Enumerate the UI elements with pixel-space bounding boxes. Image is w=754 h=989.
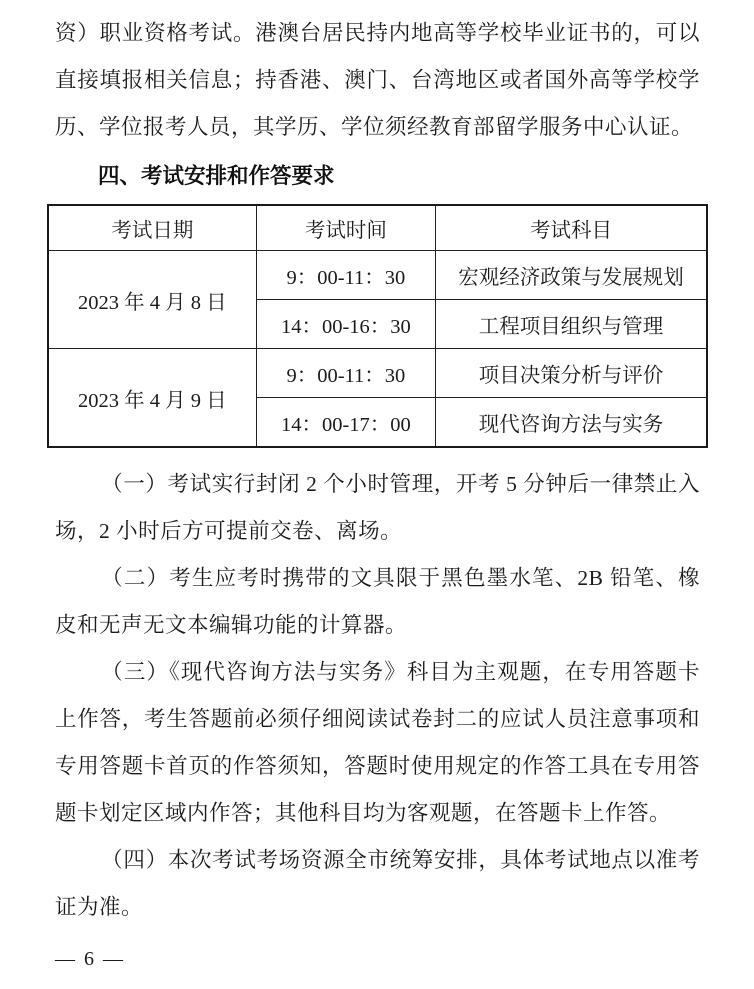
exam-time-cell: 14：00-17：00 xyxy=(256,398,435,448)
paragraph-rule-3: （三）《现代咨询方法与实务》科目为主观题，在专用答题卡上作答，考生答题前必须仔细阅读试卷封二的应试人员注意事项和专用答题卡首页的作答须知，答题时使用规定的作答工具在专用答题卡划定区域内作答；其他科目均为客观题，在答题卡上作答。 xyxy=(55,660,700,825)
table-row xyxy=(48,251,707,300)
paragraph-rule-2: （二）考生应考时携带的文具限于黑色墨水笔、2B 铅笔、橡皮和无声无文本编辑功能的计算器。 xyxy=(55,566,700,637)
exam-time-cell: 9：00-11：30 xyxy=(256,349,435,398)
exam-subject-cell: 现代咨询方法与实务 xyxy=(436,398,707,448)
exam-time-cell: 9：00-11：30 xyxy=(256,251,435,300)
page-number: — 6 — xyxy=(55,948,125,970)
table-header-row xyxy=(48,205,707,251)
table-row xyxy=(48,349,707,398)
exam-schedule-table xyxy=(47,204,708,448)
exam-subject-cell: 工程项目组织与管理 xyxy=(436,300,707,349)
section-heading: 四、考试安排和作答要求 xyxy=(98,164,335,188)
header-exam-subject: 考试科目 xyxy=(436,205,707,251)
header-exam-date: 考试日期 xyxy=(48,205,256,251)
paragraph-rule-1: （一）考试实行封闭 2 个小时管理，开考 5 分钟后一律禁止入场，2 小时后方可提前交卷、离场。 xyxy=(55,472,700,543)
exam-time-cell: 14：00-16：30 xyxy=(256,300,435,349)
header-exam-time: 考试时间 xyxy=(256,205,435,251)
exam-date-cell: 2023 年 4 月 9 日 xyxy=(48,349,256,448)
paragraph-rule-4: （四）本次考试考场资源全市统筹安排，具体考试地点以准考证为准。 xyxy=(55,848,700,919)
exam-date-cell: 2023 年 4 月 8 日 xyxy=(48,251,256,349)
exam-subject-cell: 项目决策分析与评价 xyxy=(436,349,707,398)
exam-subject-cell: 宏观经济政策与发展规划 xyxy=(436,251,707,300)
intro-paragraph: 资）职业资格考试。港澳台居民持内地高等学校毕业证书的，可以直接填报相关信息；持香港、澳门、台湾地区或者国外高等学校学历、学位报考人员，其学历、学位须经教育部留学服务中心认证。 xyxy=(55,21,700,139)
